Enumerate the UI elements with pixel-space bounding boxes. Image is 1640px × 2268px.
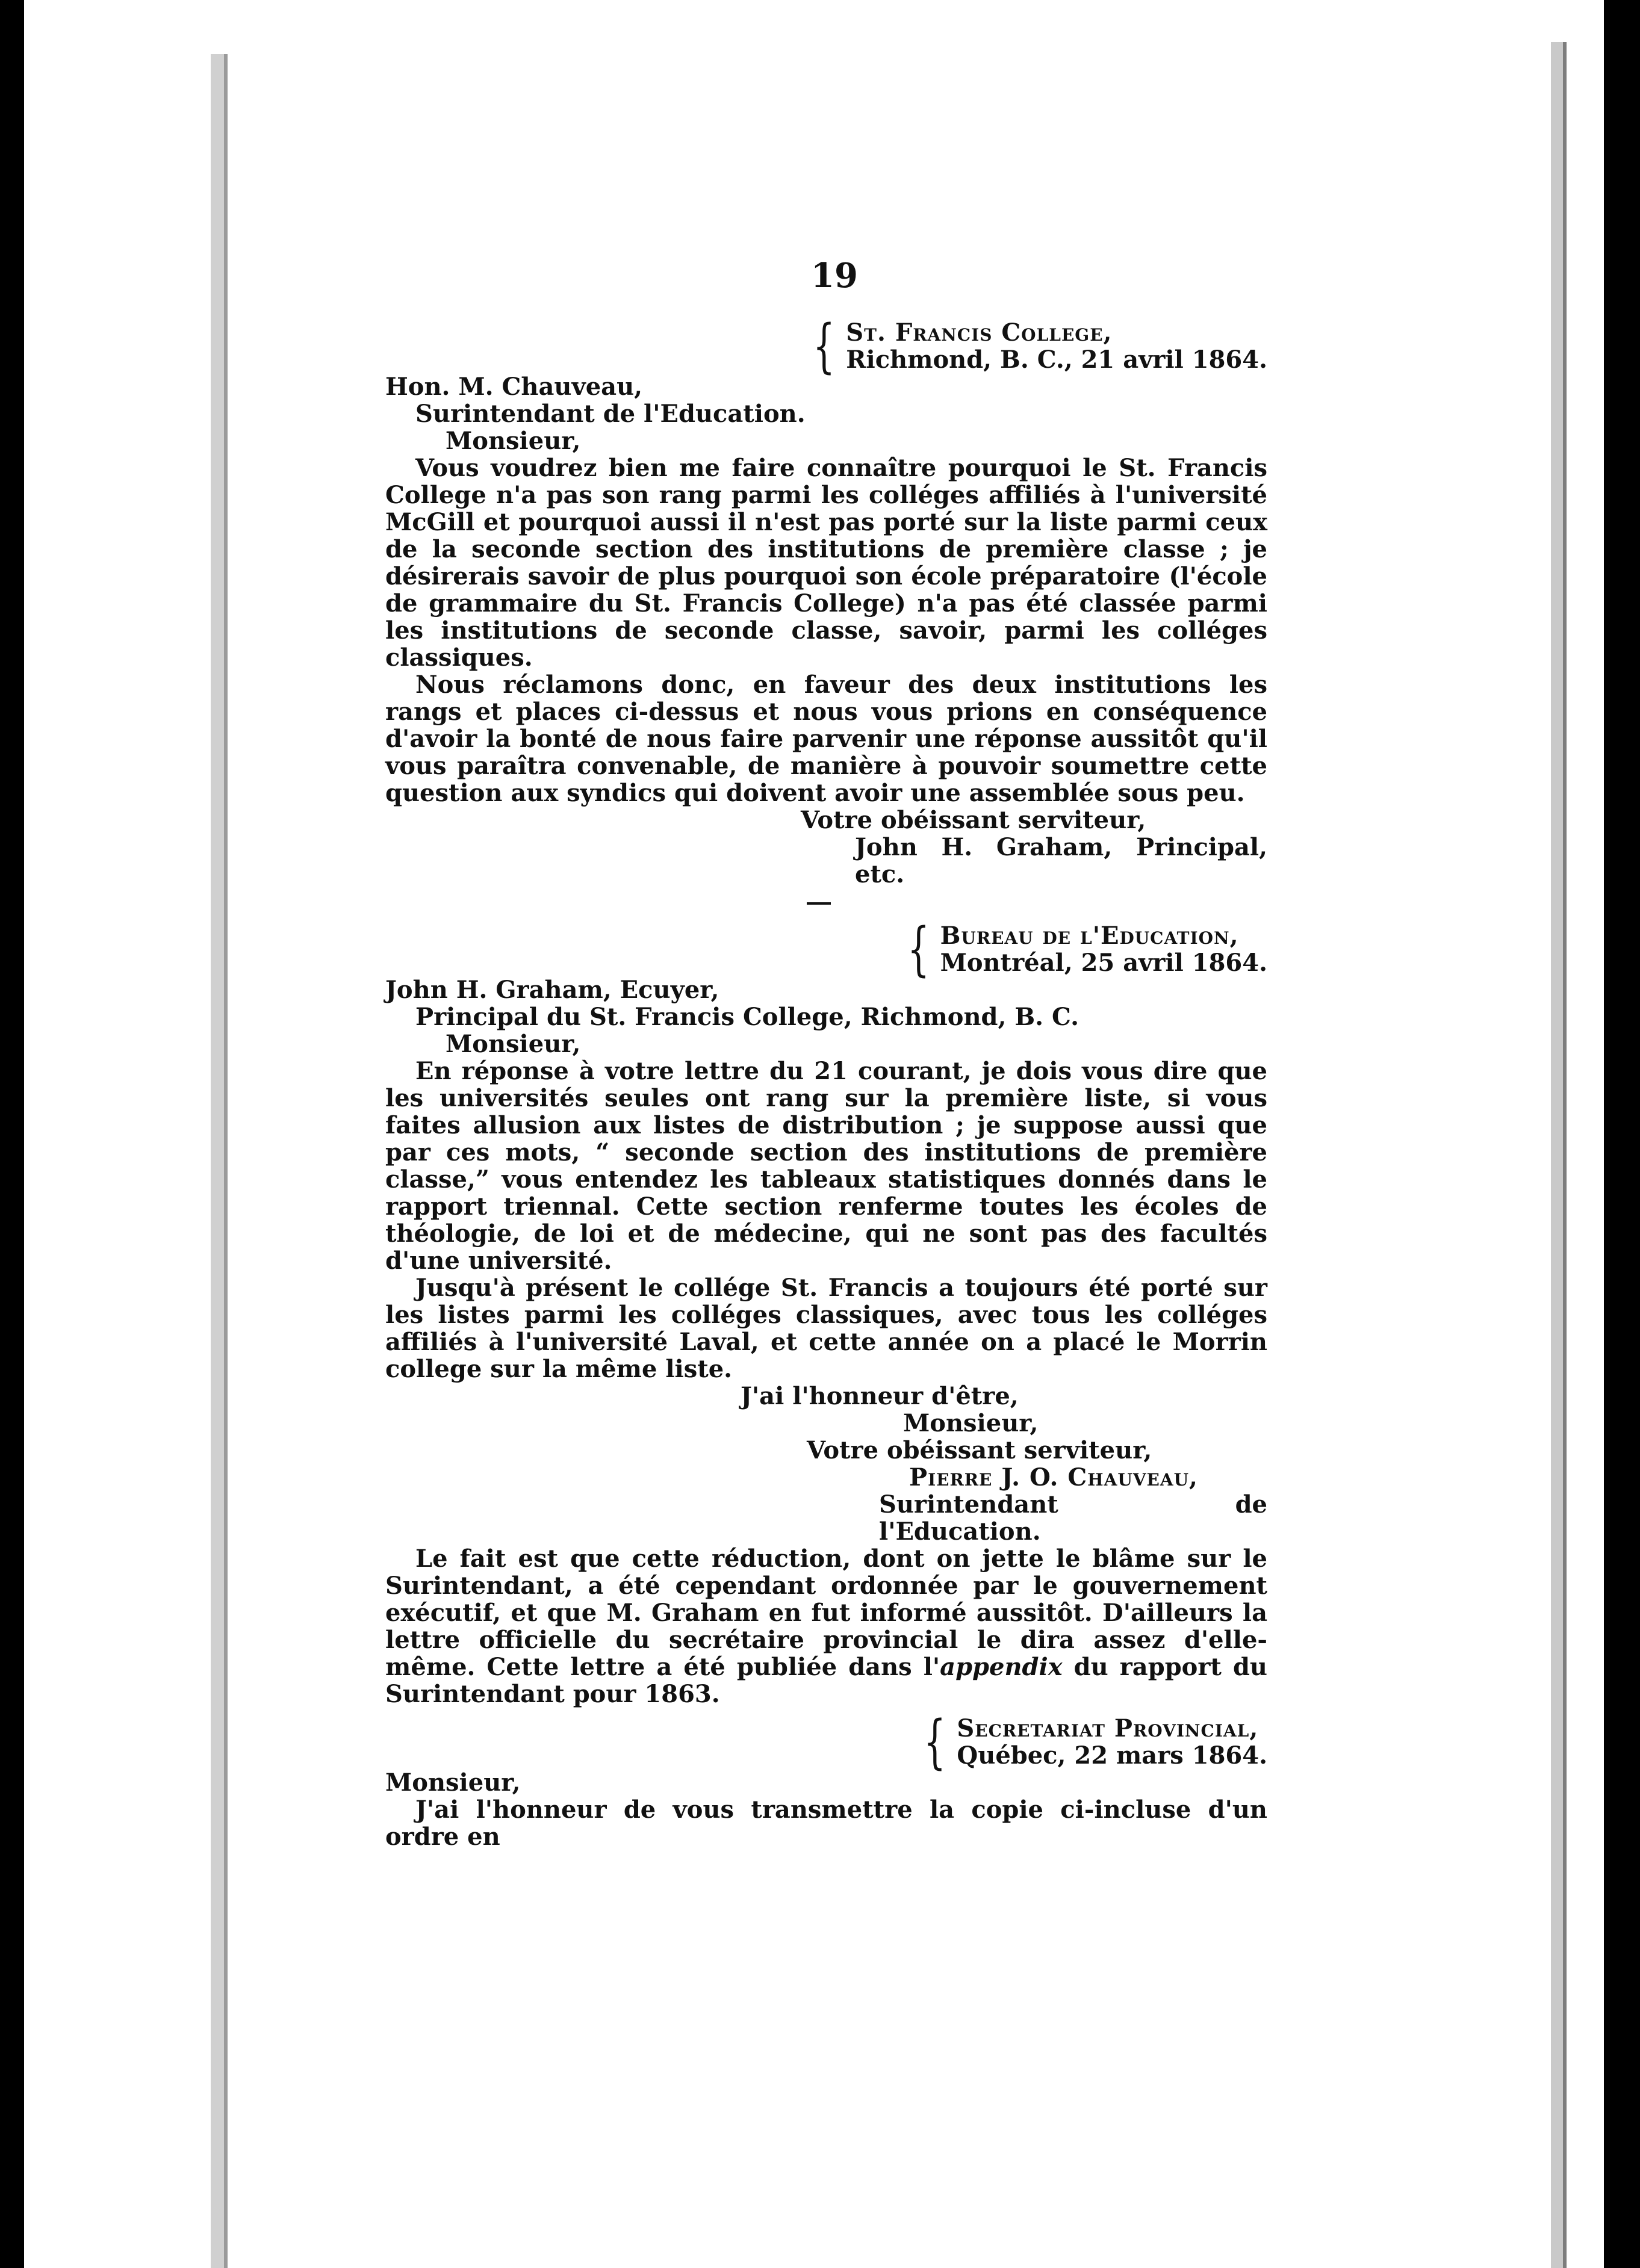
letter1-paragraph-1: Vous voudrez bien me faire connaître pourquoi le St. Francis College n'a pas son rang parmi les colléges affiliés à l'université McGill et pourquoi aussi il n'est pas porté sur la liste parmi ceux de la seconde section des institutions de première classe ; je désirerais savoir de plus pourquoi son école préparatoire (l'école de grammaire du St. Francis College) n'a pas été classée parmi les institutions de seconde classe, savoir, parmi les colléges classiques. <box>385 454 1267 672</box>
page-edge-shadow <box>1563 42 1567 2268</box>
letter2-paragraph-2: Jusqu'à présent le collége St. Francis a toujours été porté sur les listes parmi les colléges classiques, avec tous les colléges affiliés à l'université Laval, et cette année on a placé le Morrin college sur la même liste. <box>385 1274 1267 1383</box>
narrative-text-after: du rapport du Surintendant pour 1863. <box>385 1653 1267 1708</box>
letter3-header-line1: Secretariat Provincial, <box>957 1714 1259 1743</box>
narrative-text-before: Le fait est que cette réduction, dont on jette le blâme sur le Surintendant, a été cependant ordonnée par le gouvernement exécutif, et que M. Graham en fut informé aussitôt. D'ailleurs la lettre officielle du secrétaire provincial le dira assez d'elle-même. Cette lettre a été publiée dans l' <box>385 1545 1267 1681</box>
letter3-salutation: Monsieur, <box>385 1768 521 1797</box>
letter1-recipient-name: Hon. M. Chauveau, <box>385 373 643 401</box>
separator-dash <box>385 888 1267 915</box>
letter1-header <box>385 312 1267 380</box>
letter1-signature: John H. Graham, Principal, etc. <box>855 833 1267 888</box>
letter2-salutation: Monsieur, <box>446 1030 581 1058</box>
brace-icon: { <box>907 916 930 983</box>
page-number: 19 <box>811 256 858 296</box>
narrative-italic: appendix <box>940 1653 1063 1681</box>
scan-border-left <box>0 0 24 2268</box>
book-spine-shadow <box>224 54 228 2268</box>
document-page <box>229 0 1551 2268</box>
letter2-signature: Pierre J. O. Chauveau, <box>909 1463 1198 1492</box>
letter2-header <box>385 916 1267 983</box>
brace-icon: { <box>813 312 836 380</box>
page-content <box>385 253 1267 1850</box>
letter1-salutation: Monsieur, <box>446 427 581 455</box>
letter2-header-line1: Bureau de l'Education, <box>940 922 1239 950</box>
letter3-header <box>385 1708 1267 1776</box>
letter2-closing-3: Votre obéissant serviteur, <box>807 1436 1152 1464</box>
letter2-closing-2: Monsieur, <box>903 1409 1039 1437</box>
narrative-paragraph <box>385 1545 1267 1708</box>
letter1-paragraph-2: Nous réclamons donc, en faveur des deux institutions les rangs et places ci-dessus et nous vous prions en conséquence d'avoir la bonté de nous faire parvenir une réponse aussitôt qu'il vous paraîtra convenable, de manière à pouvoir soumettre cette question aux syndics qui doivent avoir une assemblée sous peu. <box>385 671 1267 807</box>
letter2-header-line2: Montréal, 25 avril 1864. <box>940 949 1267 977</box>
letter3-header-line2: Québec, 22 mars 1864. <box>957 1741 1267 1770</box>
scan-border-right <box>1604 0 1640 2268</box>
letter2-recipient-title: Principal du St. Francis College, Richmond, B. C. <box>415 1003 1079 1031</box>
page-edge <box>1551 42 1563 2268</box>
letter2-paragraph-1: En réponse à votre lettre du 21 courant, je dois vous dire que les universités seules ont rang sur la première liste, si vous faites allusion aux listes de distribution ; je suppose aussi que par ces mots, “ seconde section des institutions de première classe,” vous entendez les tableaux statistiques donnés dans le rapport triennal. Cette section renferme toutes les écoles de théologie, de loi et de médecine, qui ne sont pas des facultés d'une université. <box>385 1057 1267 1275</box>
letter2-closing-1: J'ai l'honneur d'être, <box>741 1382 1019 1410</box>
brace-icon: { <box>924 1708 946 1776</box>
letter3-paragraph-1: J'ai l'honneur de vous transmettre la copie ci-incluse d'un ordre en <box>385 1796 1267 1851</box>
letter2-signature-title: Surintendant de l'Education. <box>879 1490 1267 1546</box>
letter2-recipient-name: John H. Graham, Ecuyer, <box>385 976 719 1004</box>
letter1-recipient-title: Surintendant de l'Education. <box>415 400 806 428</box>
letter1-header-line1: St. Francis College, <box>846 318 1113 347</box>
letter1-header-line2: Richmond, B. C., 21 avril 1864. <box>846 345 1267 374</box>
letter1-closing: Votre obéissant serviteur, <box>801 806 1146 834</box>
